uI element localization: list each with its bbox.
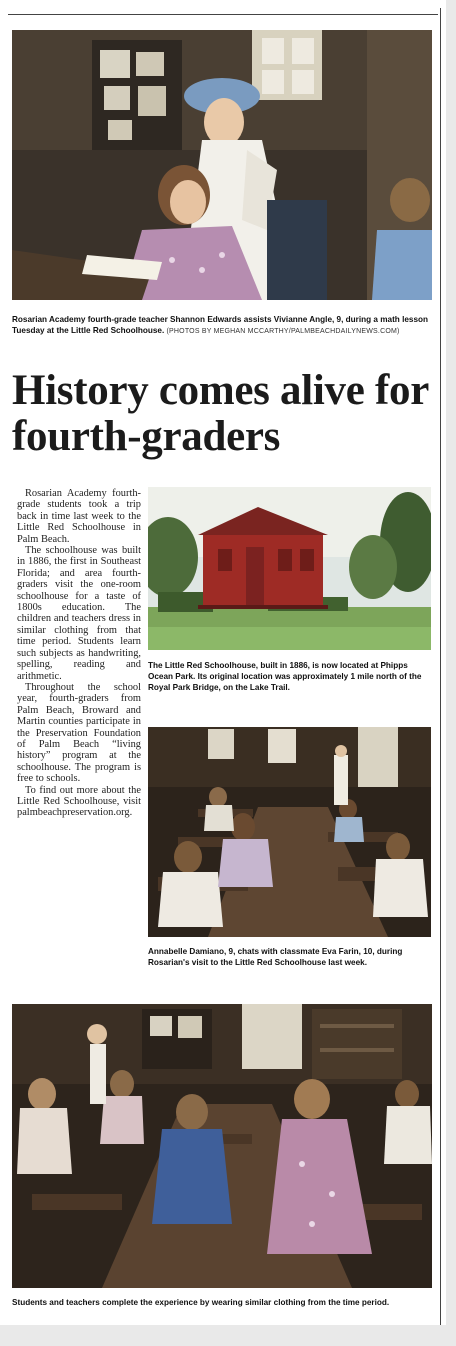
teacher-helping-student-photo xyxy=(12,30,432,300)
photo-caption xyxy=(148,946,431,968)
students-period-clothing-photo xyxy=(12,1004,432,1288)
body-paragraph: Rosarian Academy fourth-grade students took a trip back in time last week to the Little Red Schoolhouse in Palm Beach. xyxy=(17,488,141,545)
caption-text: Annabelle Damiano, 9, chats with classmate Eva Farin, 10, during Rosarian's visit to the Little Red Schoolhouse last week. xyxy=(148,947,403,967)
body-paragraph: To find out more about the Little Red Schoolhouse, visit palmbeachpreservation.org. xyxy=(17,784,141,819)
body-paragraph: Throughout the school year, fourth-graders from Palm Beach, Broward and Martin counties participate in the Preservation Foundation of Palm Beach “living history” program at the schoolhouse. The program is free to schools. xyxy=(17,681,141,785)
caption-text: Rosarian Academy fourth-grade teacher Shannon Edwards assists Vivianne Angle, 9, during a math lesson Tuesday at the Little Red Schoolhouse. xyxy=(12,315,429,335)
article-body xyxy=(17,488,141,819)
column-rule xyxy=(440,8,441,1325)
little-red-schoolhouse-photo xyxy=(148,487,431,650)
caption-text: The Little Red Schoolhouse, built in 1886, is now located at Phipps Ocean Park. Its original location was approximately 1 mile north of the Royal Park Bridge, on the Lake Trail. xyxy=(148,661,422,692)
photo-caption xyxy=(148,660,431,693)
caption-text: Students and teachers complete the experience by wearing similar clothing from the time period. xyxy=(12,1298,390,1307)
classroom-students-chatting-photo xyxy=(148,727,431,937)
headline: History comes alive for fourth-graders xyxy=(12,367,429,460)
photo-credit: (PHOTOS BY MEGHAN MCCARTHY/PALMBEACHDAILYNEWS.COM) xyxy=(166,328,400,335)
photo-caption xyxy=(12,314,432,337)
top-rule xyxy=(8,14,438,15)
photo-caption xyxy=(12,1297,432,1308)
body-paragraph: The schoolhouse was built in 1886, the first in Southeast Florida; and area fourth-graders visit the one-room schoolhouse for a taste of 1800s education. The children and teachers dress in similar clothing from that time period. Students learn such subjects as handwriting, spelling, reading and arithmetic. xyxy=(17,545,141,682)
